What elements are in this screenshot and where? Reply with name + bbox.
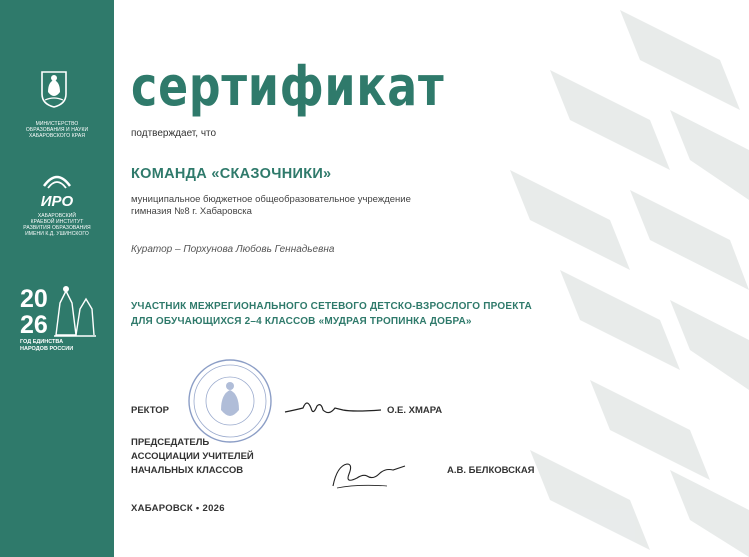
official-seal-stamp [187,358,273,444]
certificate-subtitle: подтверждает, что [131,128,217,139]
year-top-digits: 20 [20,285,48,313]
chair-line: НАЧАЛЬНЫХ КЛАССОВ [131,465,244,476]
chair-line: ПРЕДСЕДАТЕЛЬ [131,437,210,448]
city-year: ХАБАРОВСК • 2026 [131,503,225,514]
rector-label: РЕКТОР [131,405,169,416]
sidebar-panel [0,0,114,557]
ipo-name [0,213,114,237]
year-line: НАРОДОВ РОССИИ [20,346,74,352]
ipo-logo-icon [34,172,80,212]
participant-statement [131,299,532,329]
chair-line: АССОЦИАЦИИ УЧИТЕЛЕЙ [131,451,254,462]
ipo-line: КРАЕВОЙ ИНСТИТУТ [30,219,84,225]
school-line: муниципальное бюджетное общеобразовательное учреждение [131,194,411,205]
chair-name: А.В. БЕЛКОВСКАЯ [447,465,535,476]
ipo-line: ИМЕНИ К.Д. УШИНСКОГО [25,231,89,237]
year-bottom-digits: 26 [20,311,48,339]
year-line: ГОД ЕДИНСТВА [20,339,64,345]
participant-line: УЧАСТНИК МЕЖРЕГИОНАЛЬНОГО СЕТЕВОГО ДЕТСКО-ВЗРОСЛОГО ПРОЕКТА [131,301,532,312]
ipo-logo-text: ИРО [40,193,74,210]
chair-signature [327,456,407,496]
ipo-line: ХАБАРОВСКИЙ [37,213,77,219]
year-of-unity-logo [20,283,96,339]
curator-line: Куратор – Порхунова Любовь Геннадьевна [131,244,335,255]
school-name [131,194,511,218]
year-of-unity-text [20,339,110,353]
rector-name: О.Е. ХМАРА [387,405,443,416]
team-name: КОМАНДА «СКАЗОЧНИКИ» [131,166,332,182]
ministry-name [0,121,114,139]
ministry-line: ХАБАРОВСКОГО КРАЯ [28,133,86,139]
ministry-line: МИНИСТЕРСТВО [35,121,79,127]
certificate-title: сертификат [131,55,445,118]
participant-line: ДЛЯ ОБУЧАЮЩИХСЯ 2–4 КЛАССОВ «МУДРАЯ ТРОПИНКА ДОБРА» [131,316,472,327]
ministry-line: ОБРАЗОВАНИЯ И НАУКИ [25,127,89,133]
rector-signature [283,394,383,424]
ipo-line: РАЗВИТИЯ ОБРАЗОВАНИЯ [23,225,91,231]
school-line: гимназия №8 г. Хабаровска [131,206,252,217]
chair-label [131,436,254,478]
ministry-emblem-icon [40,70,68,108]
